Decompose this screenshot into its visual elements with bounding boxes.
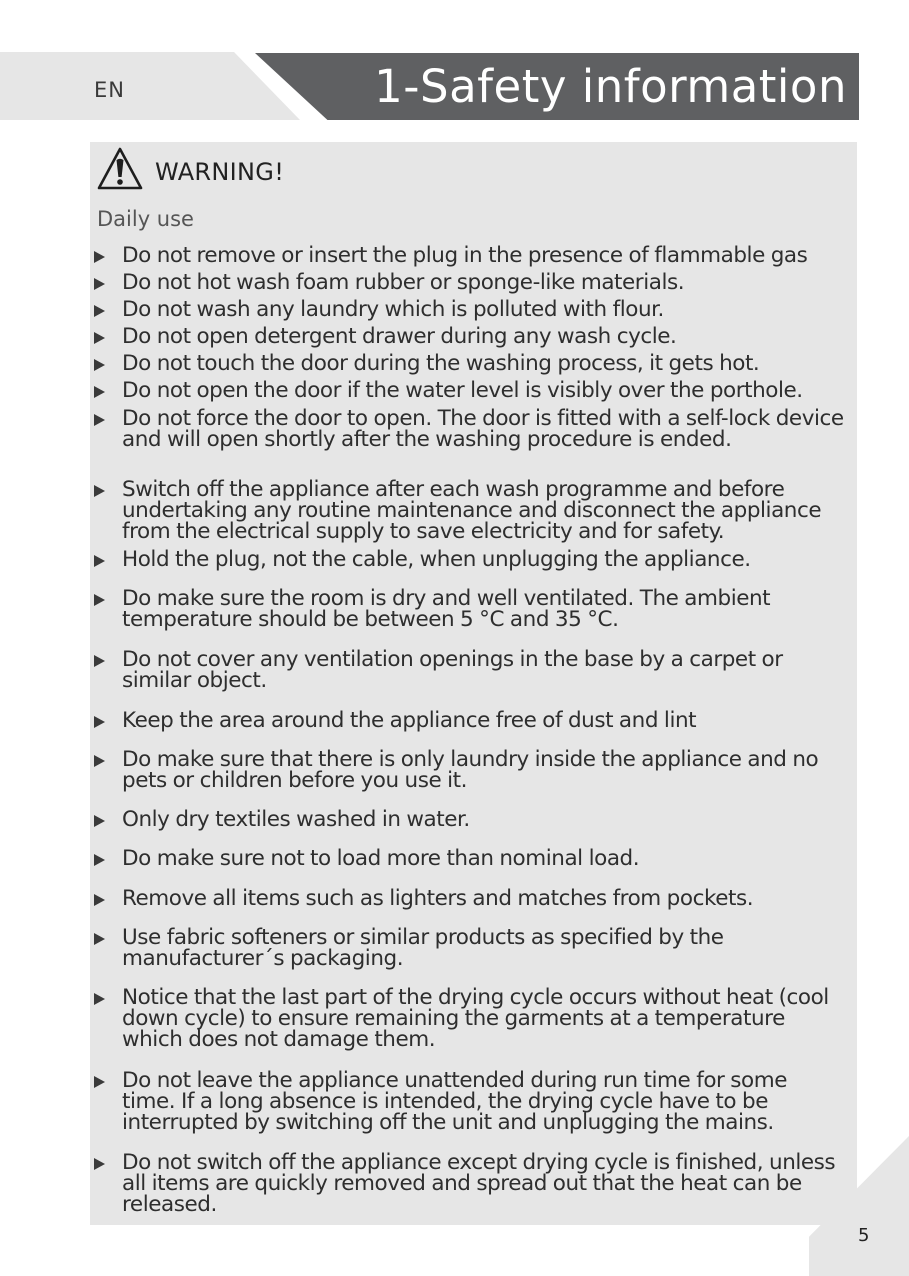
list-item: Only dry textiles washed in water. bbox=[94, 809, 846, 830]
list-item: Use fabric softeners or similar products as specified by the manufacturer´s packaging. bbox=[94, 927, 846, 969]
section-heading: Daily use bbox=[97, 207, 194, 231]
list-item: Notice that the last part of the drying cycle occurs without heat (cool down cycle) to ensure remaining the garments at a temperature which does not damage them. bbox=[94, 987, 846, 1050]
list-item: Do not wash any laundry which is polluted with flour. bbox=[94, 299, 846, 320]
bullet-arrow-icon bbox=[94, 894, 105, 906]
list-item: Do make sure that there is only laundry inside the appliance and no pets or children before you use it. bbox=[94, 749, 846, 791]
list-item: Do not switch off the appliance except drying cycle is finished, unless all items are quickly removed and spread out that the heat can be released. bbox=[94, 1152, 846, 1215]
bullet-arrow-icon bbox=[94, 755, 105, 767]
list-item: Hold the plug, not the cable, when unplugging the appliance. bbox=[94, 549, 846, 570]
list-item: Do not open the door if the water level is visibly over the porthole. bbox=[94, 380, 846, 401]
bullet-arrow-icon bbox=[94, 594, 105, 606]
list-item: Do make sure not to load more than nominal load. bbox=[94, 848, 846, 869]
header-language-tab bbox=[0, 52, 300, 120]
list-item: Do not touch the door during the washing process, it gets hot. bbox=[94, 353, 846, 374]
bullet-arrow-icon bbox=[94, 332, 105, 344]
list-item: Do make sure the room is dry and well ventilated. The ambient temperature should be between 5 °C and 35 °C. bbox=[94, 588, 846, 630]
bullet-arrow-icon bbox=[94, 854, 105, 866]
bullet-arrow-icon bbox=[94, 414, 105, 426]
warning-triangle-icon bbox=[96, 146, 144, 192]
list-item: Do not hot wash foam rubber or sponge-like materials. bbox=[94, 272, 846, 293]
bullet-arrow-icon bbox=[94, 1076, 105, 1088]
bullet-arrow-icon bbox=[94, 555, 105, 567]
bullet-arrow-icon bbox=[94, 359, 105, 371]
bullet-arrow-icon bbox=[94, 386, 105, 398]
list-item: Do not remove or insert the plug in the presence of flammable gas bbox=[94, 245, 846, 266]
list-item: Do not leave the appliance unattended during run time for some time. If a long absence is intended, the drying cycle have to be interrupted by switching off the unit and unplugging the mains. bbox=[94, 1070, 846, 1133]
list-item: Keep the area around the appliance free of dust and lint bbox=[94, 710, 846, 731]
bullet-arrow-icon bbox=[94, 933, 105, 945]
bullet-arrow-icon bbox=[94, 716, 105, 728]
bullet-arrow-icon bbox=[94, 278, 105, 290]
bullet-arrow-icon bbox=[94, 305, 105, 317]
page-number: 5 bbox=[858, 1225, 870, 1246]
page-title: 1-Safety information bbox=[374, 60, 847, 113]
bullet-arrow-icon bbox=[94, 1158, 105, 1170]
bullet-arrow-icon bbox=[94, 815, 105, 827]
bullet-arrow-icon bbox=[94, 993, 105, 1005]
bullet-arrow-icon bbox=[94, 485, 105, 497]
warning-label: WARNING! bbox=[155, 158, 285, 186]
bullet-arrow-icon bbox=[94, 251, 105, 263]
list-item: Do not cover any ventilation openings in the base by a carpet or similar object. bbox=[94, 649, 846, 691]
list-item: Do not force the door to open. The door is fitted with a self-lock device and will open shortly after the washing procedure is ended. bbox=[94, 408, 846, 450]
bullet-arrow-icon bbox=[94, 655, 105, 667]
list-item: Switch off the appliance after each wash programme and before undertaking any routine maintenance and disconnect the appliance from the electrical supply to save electricity and for safety. bbox=[94, 479, 846, 542]
language-label: EN bbox=[94, 78, 125, 102]
list-item: Do not open detergent drawer during any wash cycle. bbox=[94, 326, 846, 347]
list-item: Remove all items such as lighters and matches from pockets. bbox=[94, 888, 846, 909]
